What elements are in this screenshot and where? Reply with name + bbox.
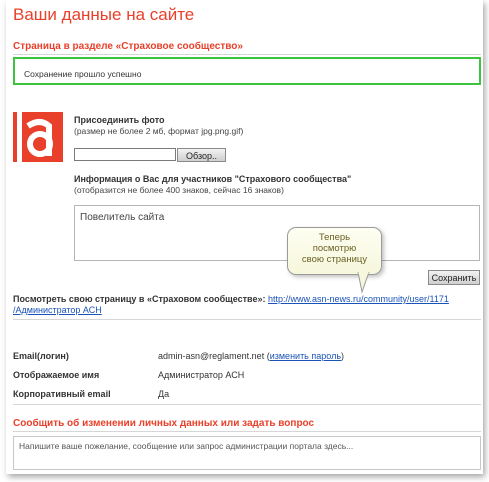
- section-heading-feedback: Сообщить об изменении личных данных или задать вопрос: [13, 418, 315, 429]
- display-name-value: Администратор АСН: [158, 370, 245, 380]
- callout-line: свою страницу: [301, 254, 368, 265]
- callout-tail-icon: [356, 272, 376, 294]
- photo-file-field[interactable]: [74, 148, 176, 161]
- save-button[interactable]: Сохранить: [428, 270, 480, 285]
- change-password-link[interactable]: изменить пароль: [269, 351, 342, 361]
- info-hint: (отобразится не более 400 знаков, сейчас 16 знаков): [74, 185, 284, 195]
- profile-url-link-continued[interactable]: /Администратор АСН: [13, 305, 102, 315]
- profile-link-row: [13, 294, 449, 304]
- profile-link-label: Посмотреть свою страницу в «Страховом сообществе»:: [13, 294, 266, 304]
- section-heading-insurance: Страница в разделе «Страховое сообщество»: [13, 41, 243, 52]
- section-divider: [13, 431, 481, 432]
- paren-close: ): [341, 351, 345, 361]
- email-value: admin-asn@reglament.net: [158, 351, 265, 361]
- browse-button[interactable]: Обзор..: [177, 148, 226, 162]
- section-divider: [13, 319, 481, 320]
- callout-bubble: [287, 227, 382, 275]
- info-textarea[interactable]: Повелитель сайта: [74, 205, 480, 261]
- corp-email-label: Корпоративный email: [13, 389, 111, 399]
- corp-email-value: Да: [158, 389, 170, 399]
- page-title: Ваши данные на сайте: [13, 5, 195, 24]
- paren-open: (: [266, 351, 270, 361]
- callout-line: Теперь: [318, 232, 351, 243]
- email-value-row: [158, 351, 344, 361]
- email-label: Email(логин): [13, 351, 69, 361]
- photo-hint: (размер не более 2 мб, формат jpg.png.gif): [74, 126, 244, 136]
- callout-line: посмотрю: [312, 243, 357, 254]
- avatar: [13, 112, 63, 162]
- profile-url-link[interactable]: http://www.asn-news.ru/community/user/1171: [268, 294, 449, 304]
- info-label: Информация о Вас для участников "Страхового сообщества": [74, 174, 352, 184]
- success-message: Сохранение прошло успешно: [13, 57, 481, 85]
- feedback-textarea[interactable]: Напишите ваше пожелание, сообщение или запрос администрации портала здесь...: [13, 436, 481, 470]
- section-divider: [13, 404, 481, 405]
- section-divider: [13, 54, 481, 55]
- photo-label: Присоединить фото: [74, 115, 165, 125]
- display-name-label: Отображаемое имя: [13, 370, 100, 380]
